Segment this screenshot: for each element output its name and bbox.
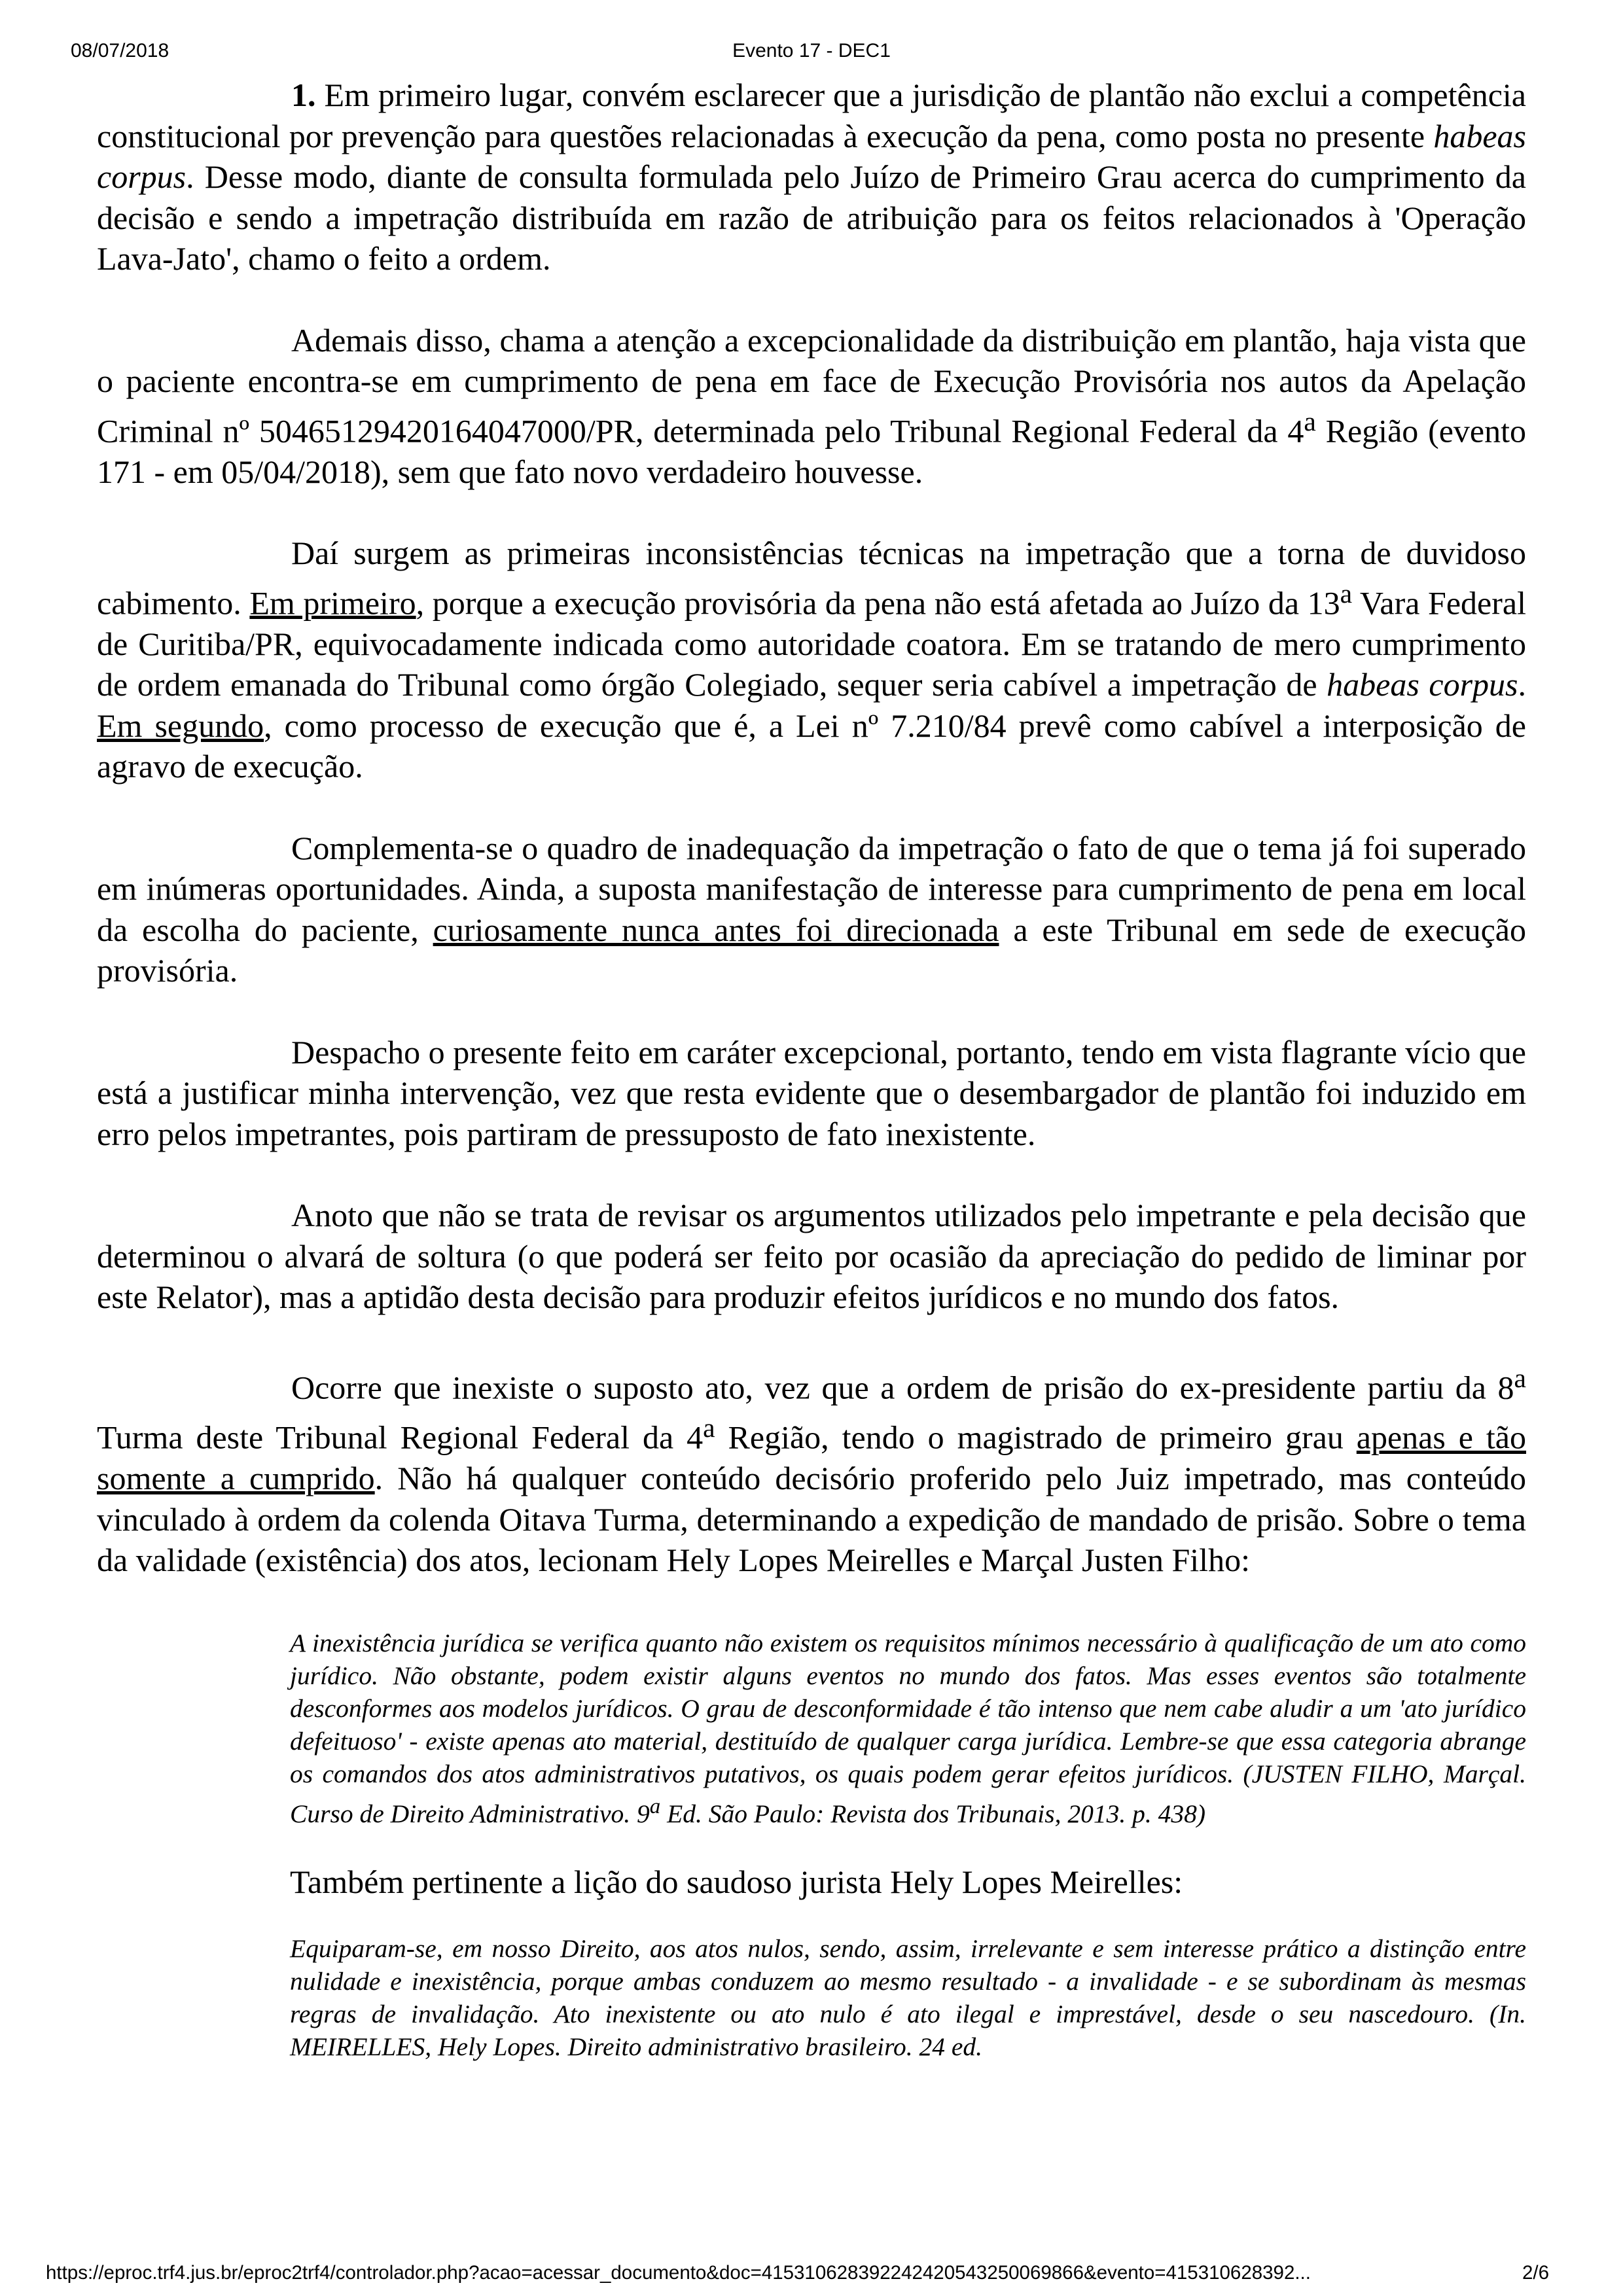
paragraph-text: a este Tribunal em sede de execução provisória.: [97, 911, 1526, 989]
paragraph-text: Daí surgem as primeiras inconsistências técnicas na impetração que a torna de duvidoso cabimento.: [97, 535, 1526, 622]
document-event-title: Evento 17 - DEC1: [732, 40, 891, 62]
paragraph-6: [97, 1195, 1526, 1318]
paragraph-text: Despacho o presente feito em caráter excepcional, portanto, tendo em vista flagrante vício que está a justificar minha intervenção, vez que resta evidente que o desembargador de plantão foi induzido em erro pelos impetrantes, pois partiram de pressuposto de fato inexistente.: [97, 1033, 1526, 1152]
underlined-text: curiosamente nunca antes foi direcionada: [433, 911, 999, 948]
page-number: 2/6: [1522, 2262, 1550, 2284]
paragraph-5: [97, 1032, 1526, 1155]
paragraph-text: , como processo de execução que é, a Lei nº 7.210/84 prevê como cabível a interposição de agravo de execução.: [97, 707, 1526, 785]
underlined-text: Em primeiro: [249, 584, 416, 622]
paragraph-text: Ocorre que inexiste o suposto ato, vez que a ordem de prisão do ex-presidente partiu da 8: [291, 1369, 1514, 1406]
quote-introduction: Também pertinente a lição do saudoso jurista Hely Lopes Meirelles:: [290, 1863, 1183, 1900]
paragraph-text: Turma deste Tribunal Regional Federal da 4: [97, 1419, 704, 1456]
ordinal-superscript: a: [703, 1413, 715, 1443]
ordinal-superscript: a: [1304, 406, 1316, 437]
quote-text: A inexistência jurídica se verifica quanto não existem os requisitos mínimos necessário à qualificação de um ato como jurídico. Não obstante, podem existir alguns eventos no mundo dos fatos. Mas esses eventos são totalmente desconformes aos modelos jurídicos. O grau de desconformidade é tão intenso que nem cabe aludir a um 'ato jurídico defeituoso' - existe apenas ato material, destituído de qualquer carga jurídica. Lembre-se que essa categoria abrange os comandos dos atos administrativos putativos, os quais podem gerar efeitos jurídicos. (JUSTEN FILHO, Marçal. Curso de Direito Administrativo. 9: [290, 1628, 1526, 1828]
paragraph-text: Ademais disso, chama a atenção a excepcionalidade da distribuição em plantão, haja vista que o paciente encontra-se em cumprimento de pena em face de Execução Provisória nos autos da Apelação Criminal nº 50465129420164047000/PR, determinada pelo Tribunal Regional Federal da 4: [97, 321, 1526, 450]
paragraph-number: 1.: [291, 77, 316, 113]
decision-body: [97, 75, 1526, 2063]
paragraph-text: Vara Federal de Curitiba/PR, equivocadamente indicada como autoridade coatora. Em se tratando de mero cumprimento de ordem emanada do Tribunal como órgão Colegiado, sequer seria cabível a impetração de: [97, 584, 1526, 703]
italic-term: habeas corpus: [97, 117, 1526, 195]
paragraph-7: [97, 1358, 1526, 1581]
block-quote-justen-filho: [290, 1627, 1526, 1830]
paragraph-text: Complementa-se o quadro de inadequação da impetração o fato de que o tema já foi superado em inúmeras oportunidades. Ainda, a suposta manifestação de interesse para cumprimento de pena em local da escolha do paciente,: [97, 829, 1526, 948]
paragraph-text: . Não há qualquer conteúdo decisório proferido pelo Juiz impetrado, mas conteúdo vinculado à ordem da colenda Oitava Turma, determinando a expedição de mandado de prisão. Sobre o tema da validade (existência) dos atos, lecionam Hely Lopes Meirelles e Marçal Justen Filho:: [97, 1460, 1526, 1579]
paragraph-text: Região (evento 171 - em 05/04/2018), sem que fato novo verdadeiro houvesse.: [97, 412, 1526, 490]
underlined-text: apenas e tão somente a cumprido: [97, 1419, 1526, 1497]
ordinal-superscript: a: [1514, 1363, 1526, 1394]
block-quote-meirelles: [290, 1932, 1526, 2063]
paragraph-text: Em primeiro lugar, convém esclarecer que a jurisdição de plantão não exclui a competência constitucional por prevenção para questões relacionadas à execução da pena, como posta no presente: [97, 77, 1526, 154]
document-url: https://eproc.trf4.jus.br/eproc2trf4/controlador.php?acao=acessar_documento&doc=415310628392242420543250069866&evento=415310628392...: [46, 2262, 1311, 2284]
quote-text: Ed. São Paulo: Revista dos Tribunais, 2013. p. 438): [660, 1799, 1205, 1828]
paragraph-2: [97, 320, 1526, 493]
paragraph-3: [97, 533, 1526, 787]
quote-text: Equiparam-se, em nosso Direito, aos atos nulos, sendo, assim, irrelevante e sem interesse prático a distinção entre nulidade e inexistência, porque ambas conduzem ao mesmo resultado - a invalidade - e se subordinam às mesmas regras de invalidação. Ato inexistente ou ato nulo é ato ilegal e imprestável, desde o seu nascedouro. (In. MEIRELLES, Hely Lopes. Direito administrativo brasileiro. 24 ed.: [290, 1934, 1526, 2061]
italic-term: habeas corpus: [1327, 666, 1518, 703]
paragraph-text: Região, tendo o magistrado de primeiro grau: [715, 1419, 1357, 1456]
paragraph-4: [97, 828, 1526, 991]
paragraph-text: .: [1518, 666, 1526, 703]
print-date: 08/07/2018: [71, 40, 169, 62]
ordinal-superscript: a: [649, 1794, 661, 1818]
ordinal-superscript: a: [1340, 578, 1353, 609]
paragraph-1: [97, 75, 1526, 279]
paragraph-text: . Desse modo, diante de consulta formulada pelo Juízo de Primeiro Grau acerca do cumprimento da decisão e sendo a impetração distribuída em razão de atribuição para os feitos relacionados à 'Operação Lava-Jato', chamo o feito a ordem.: [97, 158, 1526, 277]
paragraph-text: , porque a execução provisória da pena não está afetada ao Juízo da 13: [416, 584, 1340, 622]
underlined-text: Em segundo: [97, 707, 264, 744]
paragraph-text: Anoto que não se trata de revisar os argumentos utilizados pelo impetrante e pela decisão que determinou o alvará de soltura (o que poderá ser feito por ocasião da apreciação do pedido de liminar por este Relator), mas a aptidão desta decisão para produzir efeitos jurídicos e no mundo dos fatos.: [97, 1197, 1526, 1316]
